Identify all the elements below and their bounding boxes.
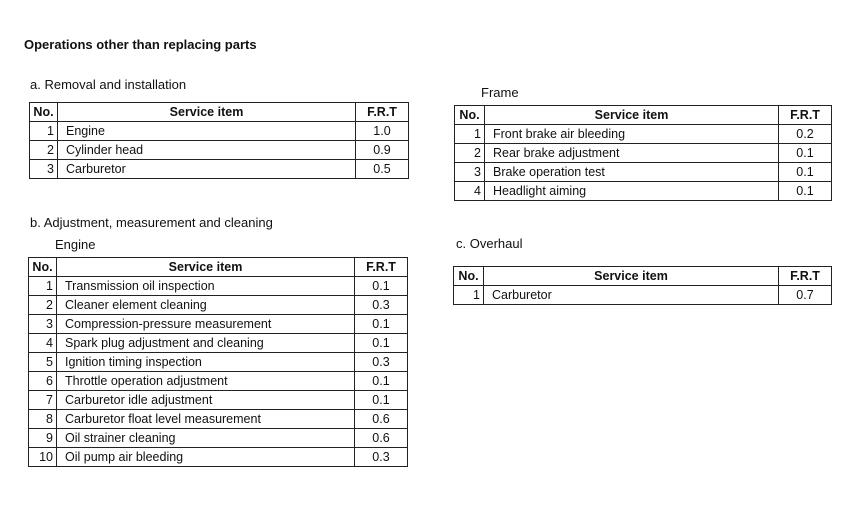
table-header-row <box>29 258 408 277</box>
frt-value-cell: 1.0 <box>356 122 409 141</box>
col-header-no: No. <box>455 106 485 125</box>
frt-value-cell: 0.9 <box>356 141 409 160</box>
table-removal-installation <box>29 102 409 179</box>
table-header-row <box>455 106 832 125</box>
service-item-cell: Transmission oil inspection <box>57 277 355 296</box>
col-header-service-item: Service item <box>58 103 356 122</box>
service-item-cell: Throttle operation adjustment <box>57 372 355 391</box>
row-number: 3 <box>30 160 58 179</box>
row-number: 5 <box>29 353 57 372</box>
row-number: 7 <box>29 391 57 410</box>
service-item-cell: Ignition timing inspection <box>57 353 355 372</box>
col-header-service-item: Service item <box>57 258 355 277</box>
table-row <box>30 141 409 160</box>
row-number: 1 <box>454 286 484 305</box>
service-item-cell: Carburetor idle adjustment <box>57 391 355 410</box>
frt-value-cell: 0.1 <box>355 391 408 410</box>
section-b-sublabel: Engine <box>55 237 96 252</box>
table-row <box>455 125 832 144</box>
table-header-row <box>454 267 832 286</box>
col-header-no: No. <box>30 103 58 122</box>
col-header-service-item: Service item <box>484 267 779 286</box>
col-header-frt: F.R.T <box>779 267 832 286</box>
service-item-cell: Front brake air bleeding <box>485 125 779 144</box>
col-header-frt: F.R.T <box>356 103 409 122</box>
row-number: 9 <box>29 429 57 448</box>
frt-value-cell: 0.3 <box>355 353 408 372</box>
row-number: 4 <box>455 182 485 201</box>
service-item-cell: Compression-pressure measurement <box>57 315 355 334</box>
table-overhaul <box>453 266 832 305</box>
table-row <box>29 372 408 391</box>
frt-value-cell: 0.3 <box>355 296 408 315</box>
frt-value-cell: 0.1 <box>355 372 408 391</box>
table-row <box>29 277 408 296</box>
table-row <box>455 163 832 182</box>
section-frame-label: Frame <box>481 85 519 100</box>
service-item-cell: Carburetor <box>58 160 356 179</box>
frt-value-cell: 0.6 <box>355 429 408 448</box>
row-number: 1 <box>30 122 58 141</box>
table-row <box>30 122 409 141</box>
table-row <box>29 391 408 410</box>
frt-value-cell: 0.1 <box>355 334 408 353</box>
table-row <box>29 315 408 334</box>
frt-value-cell: 0.2 <box>779 125 832 144</box>
section-a-label: a. Removal and installation <box>30 77 187 92</box>
table-row <box>29 448 408 467</box>
frt-value-cell: 0.6 <box>355 410 408 429</box>
section-c-label: c. Overhaul <box>456 236 523 251</box>
frt-value-cell: 0.1 <box>779 182 832 201</box>
row-number: 10 <box>29 448 57 467</box>
table-frame <box>454 105 832 201</box>
table-row <box>454 286 832 305</box>
table-row <box>455 144 832 163</box>
service-item-cell: Brake operation test <box>485 163 779 182</box>
service-item-cell: Oil pump air bleeding <box>57 448 355 467</box>
row-number: 2 <box>455 144 485 163</box>
row-number: 6 <box>29 372 57 391</box>
page-heading: Operations other than replacing parts <box>24 37 257 52</box>
table-row <box>29 296 408 315</box>
col-header-no: No. <box>454 267 484 286</box>
row-number: 3 <box>455 163 485 182</box>
frt-value-cell: 0.1 <box>779 163 832 182</box>
service-item-cell: Carburetor <box>484 286 779 305</box>
table-adjustment-measurement-cleaning <box>28 257 408 467</box>
row-number: 1 <box>455 125 485 144</box>
service-item-cell: Headlight aiming <box>485 182 779 201</box>
table-header-row <box>30 103 409 122</box>
frt-value-cell: 0.5 <box>356 160 409 179</box>
row-number: 3 <box>29 315 57 334</box>
table-row <box>29 334 408 353</box>
col-header-frt: F.R.T <box>355 258 408 277</box>
row-number: 1 <box>29 277 57 296</box>
col-header-service-item: Service item <box>485 106 779 125</box>
row-number: 2 <box>30 141 58 160</box>
service-item-cell: Carburetor float level measurement <box>57 410 355 429</box>
table-row <box>30 160 409 179</box>
table-row <box>29 353 408 372</box>
frt-value-cell: 0.1 <box>355 315 408 334</box>
col-header-no: No. <box>29 258 57 277</box>
frt-value-cell: 0.1 <box>779 144 832 163</box>
service-item-cell: Cleaner element cleaning <box>57 296 355 315</box>
row-number: 2 <box>29 296 57 315</box>
frt-value-cell: 0.7 <box>779 286 832 305</box>
service-item-cell: Cylinder head <box>58 141 356 160</box>
frt-value-cell: 0.1 <box>355 277 408 296</box>
row-number: 4 <box>29 334 57 353</box>
service-item-cell: Spark plug adjustment and cleaning <box>57 334 355 353</box>
table-row <box>29 410 408 429</box>
section-b-label: b. Adjustment, measurement and cleaning <box>30 215 273 230</box>
table-row <box>455 182 832 201</box>
service-item-cell: Engine <box>58 122 356 141</box>
service-item-cell: Rear brake adjustment <box>485 144 779 163</box>
col-header-frt: F.R.T <box>779 106 832 125</box>
table-row <box>29 429 408 448</box>
row-number: 8 <box>29 410 57 429</box>
frt-value-cell: 0.3 <box>355 448 408 467</box>
service-item-cell: Oil strainer cleaning <box>57 429 355 448</box>
